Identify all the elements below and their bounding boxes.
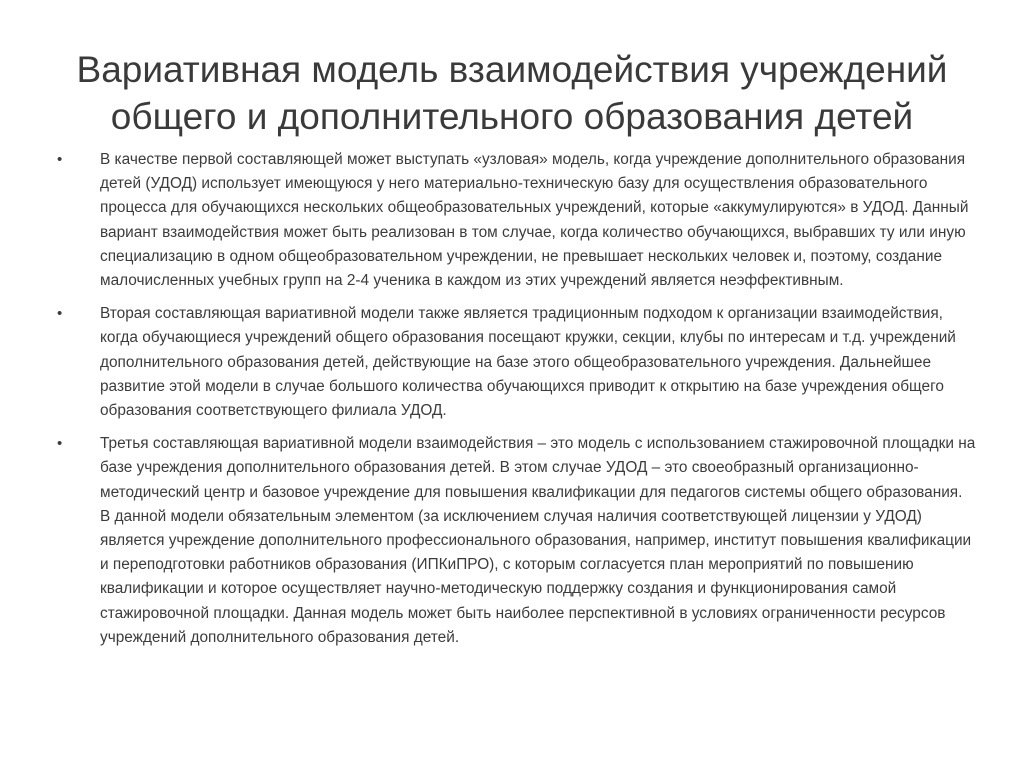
bullet-text-2: Вторая составляющая вариативной модели также является традиционным подходом к организации взаимодействия, когда обучающиеся учреждений общего образования посещают кружки, секции, клубы по интересам и т.д. учреждений дополнительного образования детей, действующие на базе этого общеобразовательного учреждения. Дальнейшее развитие этой модели в случае большого количества обучающихся приводит к открытию на базе учреждения общего образования соответствующего филиала УДОД. xyxy=(100,305,956,420)
bullet-item-1 xyxy=(56,148,976,293)
bullet-icon: • xyxy=(57,151,63,168)
bullet-text-1: В качестве первой составляющей может выступать «узловая» модель, когда учреждение дополнительного образования детей (УДОД) использует имеющуюся у него материально-техническую базу для осуществления образовательного процесса для обучающихся нескольких общеобразовательных учреждений, которые «аккумулируются» в УДОД. Данный вариант взаимодействия может быть реализован в том случае, когда количество обучающихся, выбравших ту или иную специализацию в одном общеобразовательном учреждении, не превышает нескольких человек и, поэтому, создание малочисленных учебных групп на 2-4 ученика в каждом из этих учреждений является неэффективным. xyxy=(100,151,969,290)
slide-title-line-1: Вариативная модель взаимодействия учреждений xyxy=(76,49,948,90)
bullet-item-2 xyxy=(56,302,976,423)
bullet-text-3: Третья составляющая вариативной модели взаимодействия – это модель с использованием стажировочной площадки на базе учреждения дополнительного образования детей. В этом случае УДОД – это своеобразный организационно-методический центр и базовое учреждение для повышения квалификации для педагогов системы общего образования. В данной модели обязательным элементом (за исключением случая наличия соответствующей лицензии у УДОД) является учреждение дополнительного профессионального образования, например, институт повышения квалификации и переподготовки работников образования (ИПКиПРО), с которым согласуется план мероприятий по повышению квалификации и которое осуществляет научно-методическую поддержку создания и функционирования самой стажировочной площадки. Данная модель может быть наиболее перспективной в условиях ограниченности ресурсов учреждений дополнительного образования детей. xyxy=(100,435,976,646)
slide-title xyxy=(40,46,984,140)
bullet-list xyxy=(56,148,976,659)
slide-title-line-2: общего и дополнительного образования детей xyxy=(110,96,914,137)
bullet-item-3 xyxy=(56,432,976,650)
bullet-icon: • xyxy=(57,435,63,453)
bullet-icon: • xyxy=(57,305,63,323)
